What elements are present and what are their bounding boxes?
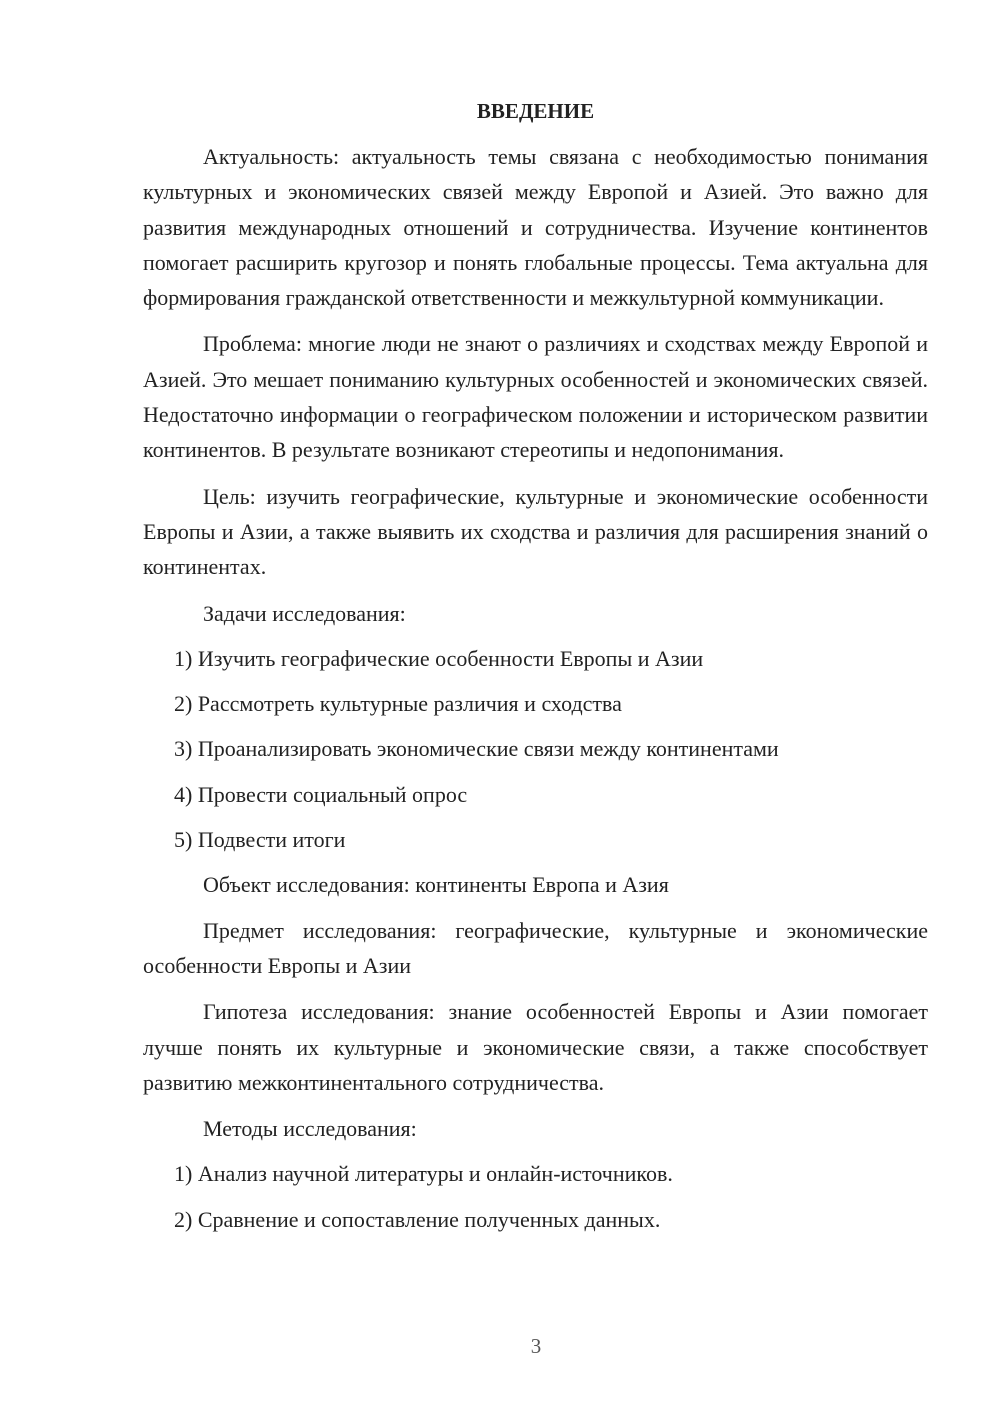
problem-paragraph: Проблема: многие люди не знают о различиях и сходствах между Европой и Азией. Это мешает пониманию культурных особенностей и экономических связей. Недостаточно информации о географическом положении и историческом развитии континентов. В результате возникают стереотипы и недопонимания. <box>143 331 928 463</box>
relevance-paragraph: Актуальность: актуальность темы связана с необходимостью понимания культурных и экономических связей между Европой и Азией. Это важно для развития международных отношений и сотрудничества. Изучение континентов помогает расширить кругозор и понять глобальные процессы. Тема актуальна для формирования гражданской ответственности и межкультурной коммуникации. <box>143 144 928 311</box>
page-content <box>143 95 928 1247</box>
task-item: 2) Рассмотреть культурные различия и сходства <box>174 691 622 717</box>
page-number: 3 <box>530 1334 542 1358</box>
methods-list <box>143 1156 928 1237</box>
goal-paragraph: Цель: изучить географические, культурные и экономические особенности Европы и Азии, а также выявить их сходства и различия для расширения знаний о континентах. <box>143 483 928 580</box>
tasks-list <box>143 641 928 857</box>
method-item: 1) Анализ научной литературы и онлайн-источников. <box>174 1161 673 1187</box>
subject-paragraph: Предмет исследования: географические, культурные и экономические особенности Европы и Азии <box>143 917 928 978</box>
tasks-heading: Задачи исследования: <box>203 600 406 626</box>
task-item: 1) Изучить географические особенности Европы и Азии <box>174 645 704 671</box>
section-title: ВВЕДЕНИЕ <box>476 99 595 123</box>
methods-heading: Методы исследования: <box>203 1116 417 1142</box>
task-item: 3) Проанализировать экономические связи между континентами <box>174 736 779 762</box>
object-paragraph: Объект исследования: континенты Европа и Азия <box>203 872 669 898</box>
hypothesis-paragraph: Гипотеза исследования: знание особенностей Европы и Азии помогает лучше понять их культурные и экономические связи, а также способствует развитию межконтинентального сотрудничества. <box>143 999 928 1095</box>
task-item: 4) Провести социальный опрос <box>174 781 468 807</box>
task-item: 5) Подвести итоги <box>174 827 346 853</box>
method-item: 2) Сравнение и сопоставление полученных данных. <box>174 1206 661 1232</box>
